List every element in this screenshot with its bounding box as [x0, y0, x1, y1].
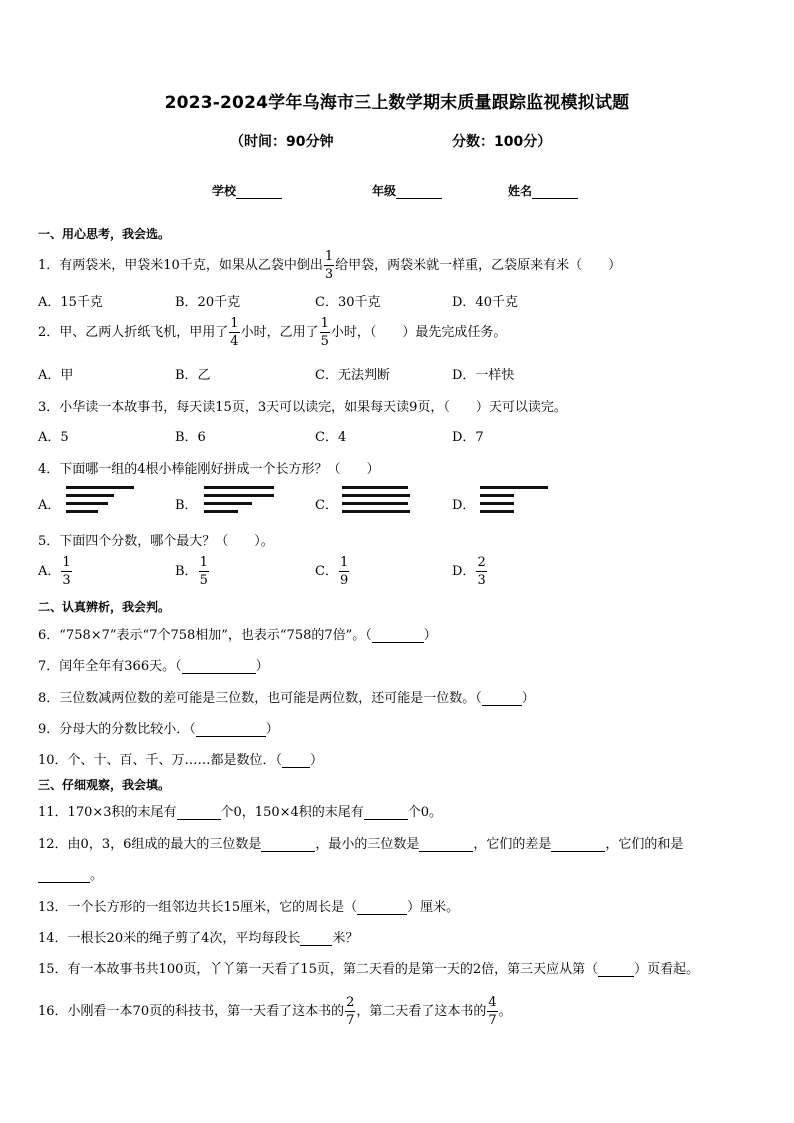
q4-option-b[interactable]: B． — [175, 498, 198, 513]
question-3: 3．小华读一本故事书，每天读15页，3天可以读完，如果每天读9页，（ ）天可以读完。 — [38, 400, 567, 415]
grade-label: 年级 — [372, 184, 397, 198]
question-1 — [38, 250, 621, 281]
q2-option-d[interactable]: D．一样快 — [452, 368, 515, 383]
q2-option-a[interactable]: A．甲 — [38, 368, 74, 383]
school-blank[interactable] — [236, 186, 282, 199]
q3-option-c[interactable]: C．4 — [315, 430, 347, 445]
answer-blank-12b[interactable] — [419, 838, 473, 852]
question-15: 15．有一本故事书共100页，丫丫第一天看了15页，第二天看的是第一天的2倍，第三天应从第（ ）页看起。 — [38, 962, 700, 977]
answer-blank-14[interactable] — [300, 932, 332, 946]
answer-blank-15[interactable] — [598, 963, 634, 977]
q2-option-c[interactable]: C．无法判断 — [315, 368, 390, 383]
answer-blank-8[interactable] — [482, 692, 522, 706]
question-12-continued: 。 — [38, 864, 103, 883]
answer-blank-11a[interactable] — [177, 806, 221, 820]
answer-blank-6[interactable] — [372, 629, 424, 643]
grade-field — [372, 182, 442, 199]
q5-option-d[interactable]: D． $\frac{2}{3}$ — [452, 555, 486, 588]
answer-blank-7[interactable] — [182, 660, 256, 674]
section-heading-3: 三、仔细观察，我会填。 — [38, 778, 171, 792]
question-1-text: 1．有两袋米，甲袋米10千克，如果从乙袋中倒出 — [38, 258, 323, 273]
name-label: 姓名 — [508, 184, 533, 198]
fraction-four-sevenths: $\frac{4}{7}$ — [488, 995, 497, 1028]
question-2: 2．甲、乙两人折纸飞机，甲用了 $\frac{1}{4}$ 小时，乙用了 $\frac{1}{5}$ 小时，（ ）最先完成任务。 — [38, 316, 507, 349]
fraction-one-fourth: $\frac{1}{4}$ — [230, 316, 239, 349]
question-8: 8．三位数减两位数的差可能是三位数，也可能是两位数，还可能是一位数。（ ） — [38, 691, 535, 706]
school-field — [212, 182, 282, 199]
question-9: 9．分母大的分数比较小．（ ） — [38, 722, 279, 737]
question-14: 14．一根长20米的绳子剪了4次，平均每段长 米？ — [38, 931, 359, 946]
question-13: 13．一个长方形的一组邻边共长15厘米，它的周长是（ ）厘米。 — [38, 900, 460, 915]
question-7: 7．闰年全年有366天。（ ） — [38, 659, 269, 674]
name-field — [508, 182, 578, 199]
answer-blank-12a[interactable] — [261, 838, 315, 852]
fraction-two-thirds: $\frac{2}{3}$ — [477, 555, 486, 588]
q3-option-b[interactable]: B．6 — [175, 430, 206, 445]
q4-option-c[interactable]: C． — [315, 498, 338, 513]
page-title: 2023-2024学年乌海市三上数学期末质量跟踪监视模拟试题 — [164, 93, 630, 113]
fraction-one-ninth: $\frac{1}{9}$ — [339, 555, 349, 588]
question-1-text-end: 给甲袋，两袋米就一样重，乙袋原来有米（ ） — [335, 258, 622, 273]
fraction-one-fifth: $\frac{1}{5}$ — [320, 316, 329, 349]
q1-option-c[interactable]: C．30千克 — [315, 295, 381, 310]
answer-blank-12d[interactable] — [38, 869, 90, 883]
score-label: 分数：100分） — [452, 134, 552, 150]
q5-option-a[interactable]: A． $\frac{1}{3}$ — [38, 555, 71, 588]
question-5: 5．下面四个分数，哪个最大？（ ）。 — [38, 534, 274, 549]
question-12: 12．由0，3，6组成的最大的三位数是 ，最小的三位数是 ，它们的差是 ，它们的和是 — [38, 837, 684, 852]
question-11: 11．170×3积的末尾有 个0，150×4积的末尾有 个0。 — [38, 805, 443, 820]
q2-option-b[interactable]: B．乙 — [175, 368, 211, 383]
question-16: 16．小刚看一本70页的科技书，第一天看了这本书的 $\frac{2}{7}$ ，第二天看了这本书的 $\frac{4}{7}$ 。 — [38, 995, 512, 1028]
question-4: 4．下面哪一组的4根小棒能刚好拼成一个长方形？（ ） — [38, 462, 380, 477]
answer-blank-11b[interactable] — [364, 806, 408, 820]
answer-blank-12c[interactable] — [551, 838, 605, 852]
q4-option-d[interactable]: D． — [452, 498, 476, 513]
fraction-one-third: $\frac{1}{3}$ — [324, 249, 334, 282]
question-6: 6．“758×7”表示“7个758相加”，也表示“758的7倍”。（ ） — [38, 628, 437, 643]
q5-option-c[interactable]: C． $\frac{1}{9}$ — [315, 555, 349, 588]
answer-blank-10[interactable] — [282, 754, 310, 768]
answer-blank-9[interactable] — [196, 723, 266, 737]
q3-option-a[interactable]: A．5 — [38, 430, 69, 445]
q1-option-a[interactable]: A．15千克 — [38, 295, 103, 310]
q1-option-d[interactable]: D．40千克 — [452, 295, 518, 310]
name-blank[interactable] — [532, 186, 578, 199]
q5-option-b[interactable]: B． $\frac{1}{5}$ — [175, 555, 208, 588]
fraction-two-sevenths: $\frac{2}{7}$ — [346, 995, 355, 1028]
section-heading-1: 一、用心思考，我会选。 — [38, 227, 171, 241]
fraction-one-fifth: $\frac{1}{5}$ — [199, 555, 208, 588]
fraction-one-third: $\frac{1}{3}$ — [62, 555, 71, 588]
question-10: 10．个、十、百、千、万……都是数位．（ ） — [38, 753, 324, 768]
q3-option-d[interactable]: D．7 — [452, 430, 484, 445]
answer-blank-13[interactable] — [357, 901, 407, 915]
grade-blank[interactable] — [396, 186, 442, 199]
q4-option-a[interactable]: A． — [38, 498, 61, 513]
q1-option-b[interactable]: B．20千克 — [175, 295, 241, 310]
time-label: （时间：90分钟 — [230, 134, 334, 150]
school-label: 学校 — [212, 184, 237, 198]
exam-subtitle — [230, 131, 552, 151]
section-heading-2: 二、认真辨析，我会判。 — [38, 600, 171, 614]
